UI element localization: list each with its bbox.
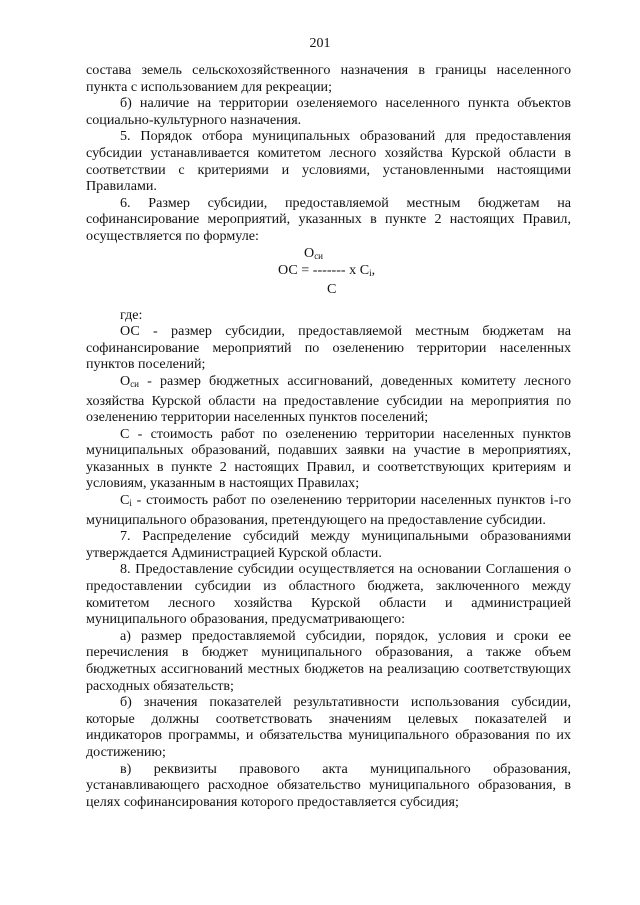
definition-c: С - стоимость работ по озеленению территории населенных пунктов муниципальных образований, подавших заявки на участие в мероприятиях, указанных в пункте 2 настоящих Правил, и соответствующих критериям и условиям, указанным в настоящих Правилах; bbox=[86, 425, 571, 492]
symbol-ci-base: С bbox=[120, 492, 130, 509]
symbol-ci-subscript: i bbox=[129, 498, 132, 509]
paragraph-8: 8. Предоставление субсидии осуществляется на основании Соглашения о предоставлении субсидии из областного бюджета, заключенного между комитетом лесного хозяйства Курской области и администрацией муниципального образования, предусматривающего: bbox=[86, 561, 571, 628]
subsidy-formula bbox=[86, 245, 571, 307]
formula-line-end: , bbox=[371, 261, 376, 278]
formula-line-left: ОС = ------- х С bbox=[278, 261, 370, 278]
formula-numerator-subscript: си bbox=[314, 250, 323, 261]
paragraph-7: 7. Распределение субсидий между муниципальными образованиями утверждается Администрацией Курской области. bbox=[86, 528, 571, 561]
paragraph-6: 6. Размер субсидии, предоставляемой местным бюджетам на софинансирование мероприятий, указанных в пункте 2 настоящих Правил, осуществляется по формуле: bbox=[86, 194, 571, 244]
page-number: 201 bbox=[309, 36, 331, 51]
paragraph-item-b2: б) значения показателей результативности использования субсидии, которые должны соответствовать значениям целевых показателей и индикаторов программы, и обязательства муниципального образования по их достижению; bbox=[86, 694, 571, 760]
symbol-osi-subscript: си bbox=[130, 378, 139, 389]
formula-main-line bbox=[278, 262, 375, 282]
paragraph-item-v: в) реквизиты правового акта муниципального образования, устанавливающего расходное обязательство муниципального образования, в целях софинансирования которого предоставляется субсидия; bbox=[86, 760, 571, 810]
formula-numerator-base: О bbox=[304, 244, 315, 261]
paragraph-item-a: а) размер предоставляемой субсидии, порядок, условия и сроки ее перечисления в бюджет муниципального образования, а также объем бюджетных ассигнований местных бюджетов на реализацию соответствующих расходных обязательств; bbox=[86, 627, 571, 694]
formula-line-subscript: i bbox=[369, 267, 372, 278]
symbol-osi-base: О bbox=[120, 372, 131, 389]
where-label: где: bbox=[120, 306, 143, 323]
paragraph-item-b: б) наличие на территории озеленяемого населенного пункта объектов социально-культурного назначения. bbox=[86, 95, 571, 128]
definition-oc: ОС - размер субсидии, предоставляемой местным бюджетам на софинансирование мероприятий по озеленению территории населенных пунктов поселений; bbox=[86, 323, 571, 373]
definition-osi-text: - размер бюджетных ассигнований, доведенных комитету лесного хозяйства Курской области на предоставление субсидии на мероприятия по озеленению территории населенных пунктов поселений; bbox=[86, 372, 571, 426]
definition-ci-text: - стоимость работ по озеленению территории населенных пунктов i-го муниципального образования, претендующего на предоставление субсидии. bbox=[86, 492, 571, 528]
definition-ci bbox=[86, 492, 571, 528]
definition-osi bbox=[86, 373, 571, 426]
formula-denominator: С bbox=[327, 280, 337, 297]
paragraph-continuation: состава земель сельскохозяйственного назначения в границы населенного пункта с использованием для рекреации; bbox=[86, 62, 571, 95]
paragraph-5: 5. Порядок отбора муниципальных образований для предоставления субсидии устанавливается комитетом лесного хозяйства Курской области в соответствии с критериями и условиями, установленными настоящими Правилами. bbox=[86, 128, 571, 195]
document-body bbox=[86, 62, 571, 810]
